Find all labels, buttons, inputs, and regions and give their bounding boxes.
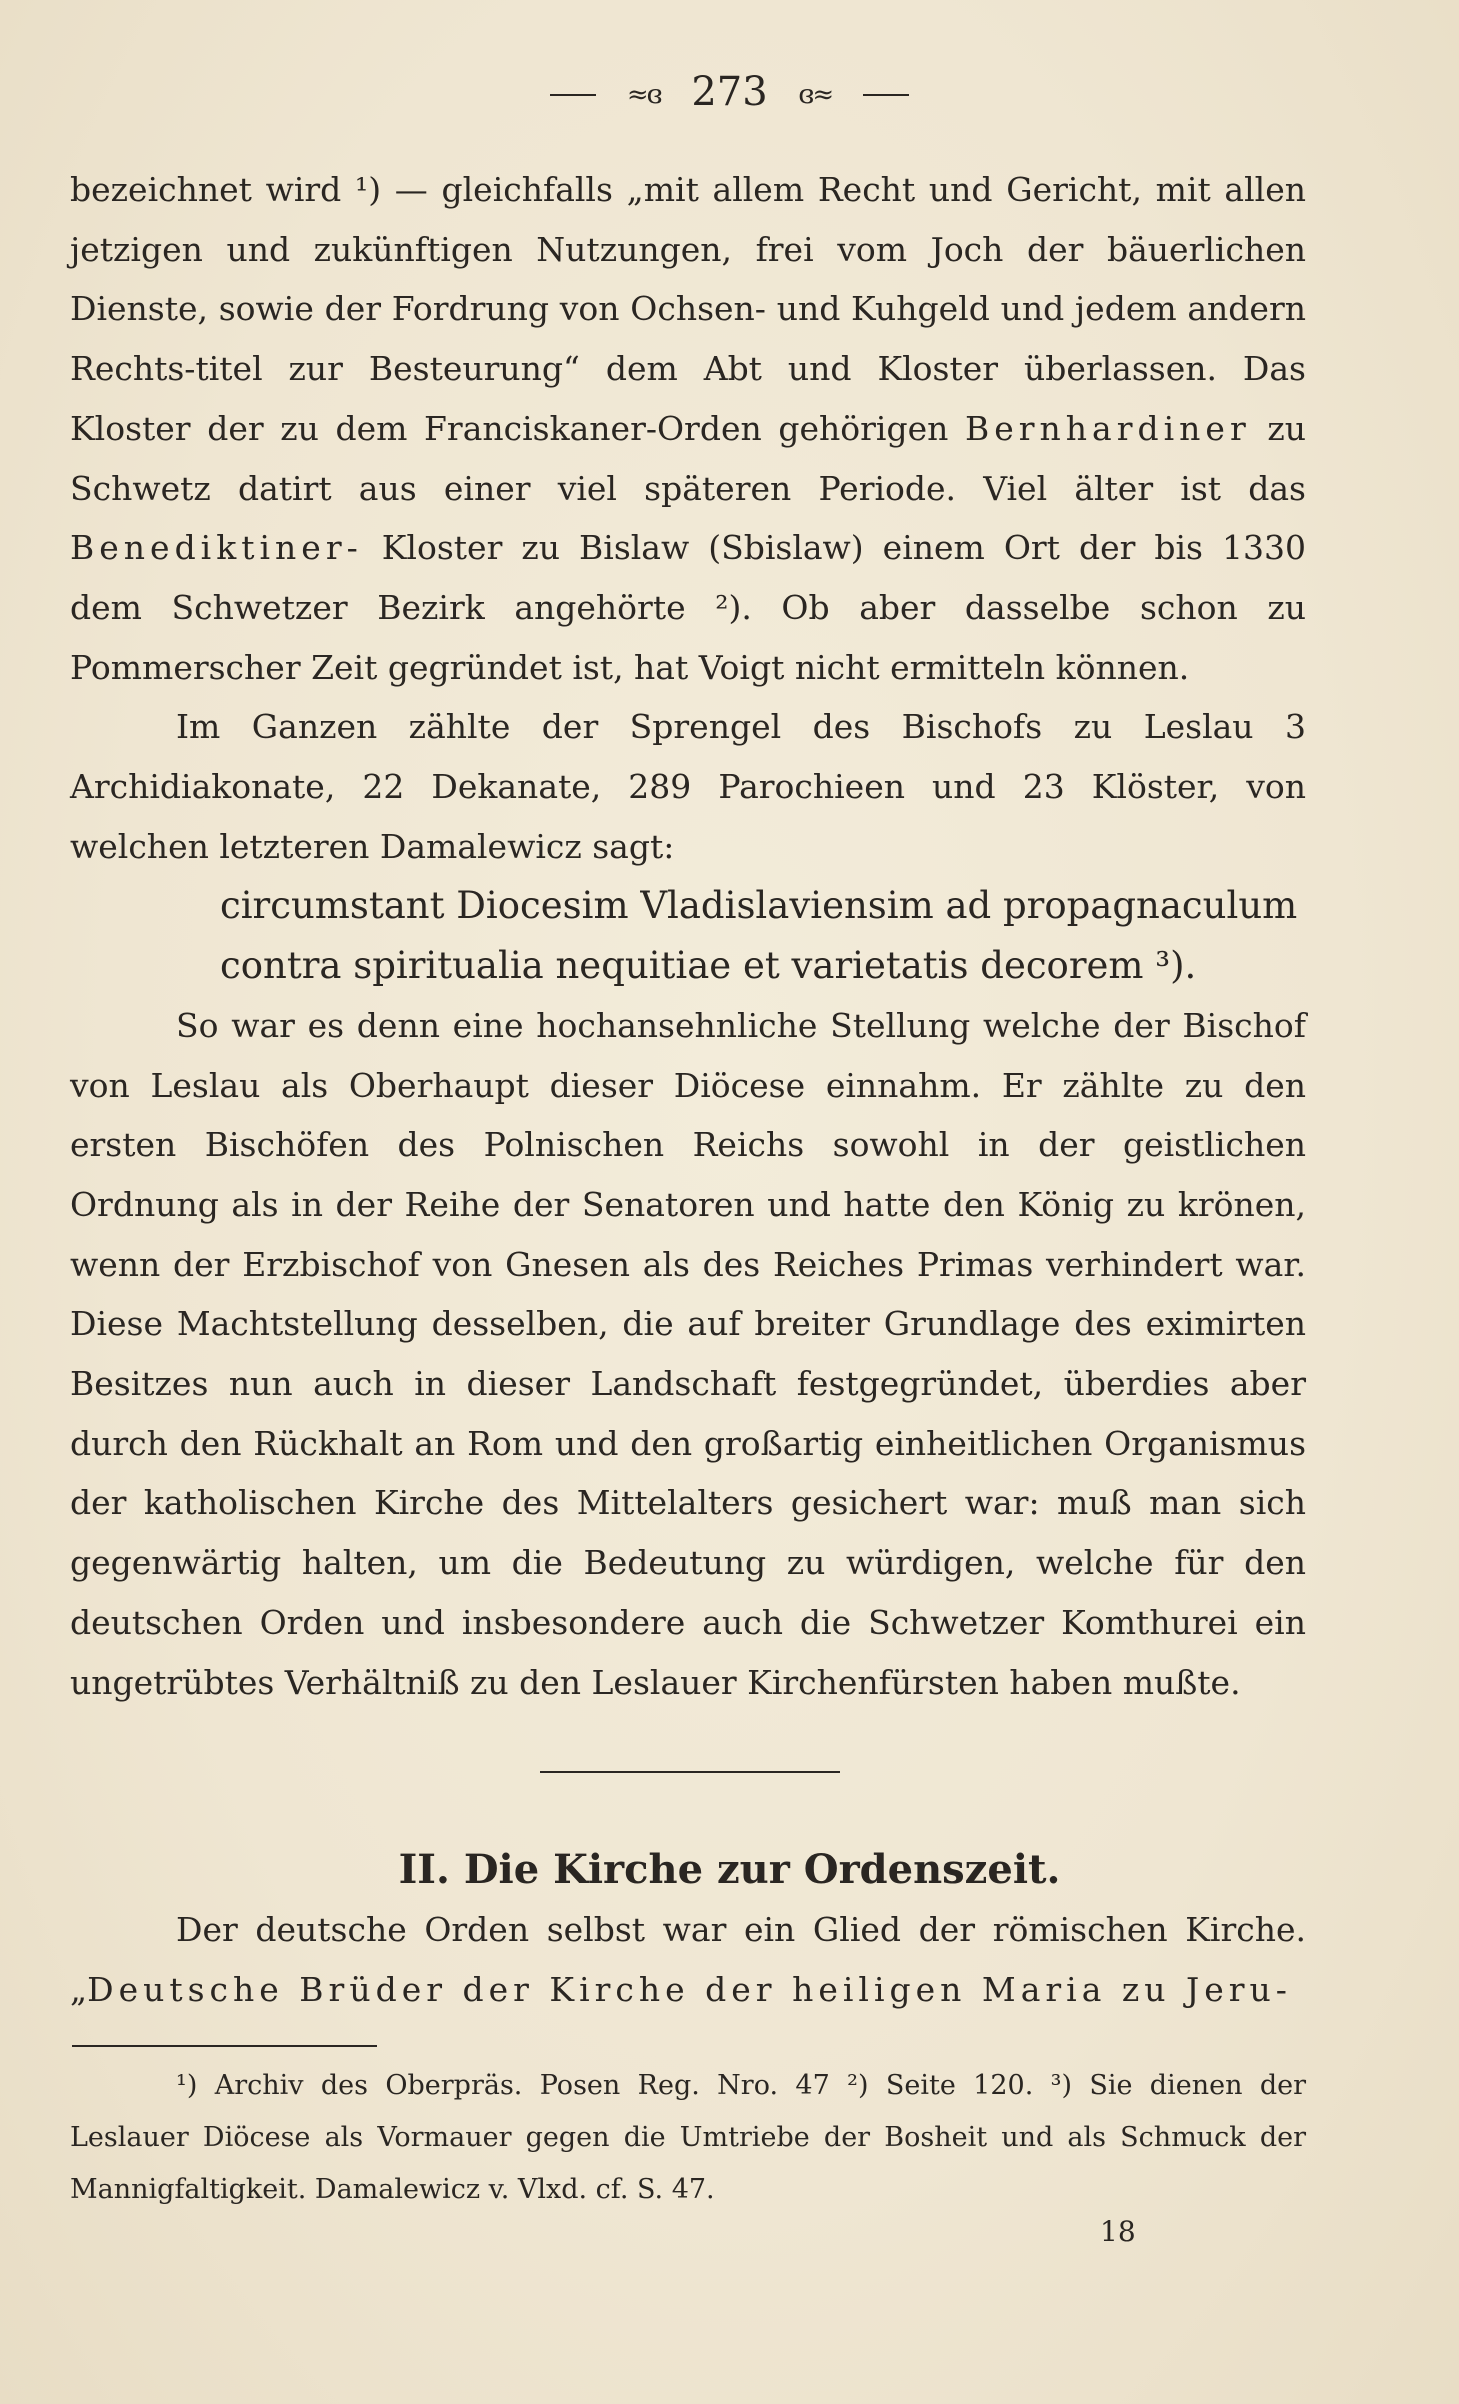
header-rule-left (550, 94, 596, 96)
paragraph-1-end: Kloster zu Bislaw (Sbislaw) einem Ort der bis 1330 dem Schwetzer Bezirk angehörte ²). Ob aber dasselbe schon zu Pommerscher Zeit gegründet ist, hat Voigt nicht ermitteln können. (70, 528, 1306, 687)
header-rule-right (863, 94, 909, 96)
page-header (0, 62, 1459, 125)
page-number: 273 (691, 69, 768, 115)
latin-quote-line-2: contra spiritualia nequitiae et varietatis decorem ³). (220, 944, 1197, 988)
header-ornament-right: ɞ≈ (798, 80, 833, 110)
section-separator (540, 1771, 840, 1773)
section-spaced-text: Deutsche Brüder der Kirche der heiligen Maria zu Jeru- (87, 1969, 1292, 2009)
section-paragraph-start: Der deutsche Orden selbst war ein Glied der römischen Kirche. „ (70, 1910, 1306, 2009)
footnotes (70, 2060, 1306, 2216)
paragraph-1-start: bezeichnet wird ¹) — gleichfalls „mit allem Recht und Gericht, mit allen jetzigen und zukünftigen Nutzungen, frei vom Joch der bäuerlichen Dienste, sowie der Fordrung von Ochsen- und Kuhgeld und jedem andern Rechts-titel zur Besteurung“ dem Abt und Kloster überlassen. Das Kloster der zu dem Franciskaner-Orden gehörigen (70, 170, 1306, 448)
signature-mark: 18 (1100, 2215, 1136, 2248)
paragraph-1 (70, 160, 1306, 697)
section-paragraph (70, 1900, 1306, 2019)
paragraph-3: So war es denn eine hochansehnliche Stellung welche der Bischof von Leslau als Oberhaupt dieser Diöcese einnahm. Er zählte zu den ersten Bischöfen des Polnischen Reichs sowohl in der geistlichen Ordnung als in der Reihe der Senatoren und hatte den König zu krönen, wenn der Erzbischof von Gnesen als des Reiches Primas verhindert war. Diese Machtstellung desselben, die auf breiter Grundlage des eximirten Besitzes nun auch in dieser Landschaft festgegründet, überdies aber durch den Rückhalt an Rom und den großartig einheitlichen Organismus der katholischen Kirche des Mittelalters gesichert war: muß man sich gegenwärtig halten, um die Bedeutung zu würdigen, welche für den deutschen Orden und insbesondere auch die Schwetzer Komthurei ein ungetrübtes Verhältniß zu den Leslauer Kirchenfürsten haben mußte. (70, 1005, 1306, 1702)
footnote-rule (72, 2045, 377, 2047)
section-text (70, 1900, 1306, 2019)
paragraph-1-middle: zu Schwetz datirt aus einer viel späteren Periode. Viel älter ist das (70, 408, 1306, 508)
footnote-text: ¹) Archiv des Oberpräs. Posen Reg. Nro. 47 ²) Seite 120. ³) Sie dienen der Leslauer Diöcese als Vormauer gegen die Umtriebe der Bosheit und als Schmuck der Mannigfaltigkeit. Damalewicz v. Vlxd. cf. S. 47. (70, 2070, 1306, 2205)
latin-quote-line-1: circumstant Diocesim Vladislaviensim ad propagnaculum (220, 884, 1298, 928)
spaced-word-benediktiner: Benediktiner- (70, 528, 363, 568)
main-text (70, 160, 1306, 1712)
paragraph-2: Im Ganzen zählte der Sprengel des Bischofs zu Leslau 3 Archidiakonate, 22 Dekanate, 289 Parochieen und 23 Klöster, von welchen letzteren Damalewicz sagt: (70, 707, 1306, 866)
header-ornament-left: ≈ɞ (626, 80, 661, 110)
spaced-word-bernhardiner: Bernhardiner (964, 408, 1251, 448)
section-title: II. Die Kirche zur Ordenszeit. (398, 1846, 1061, 1893)
